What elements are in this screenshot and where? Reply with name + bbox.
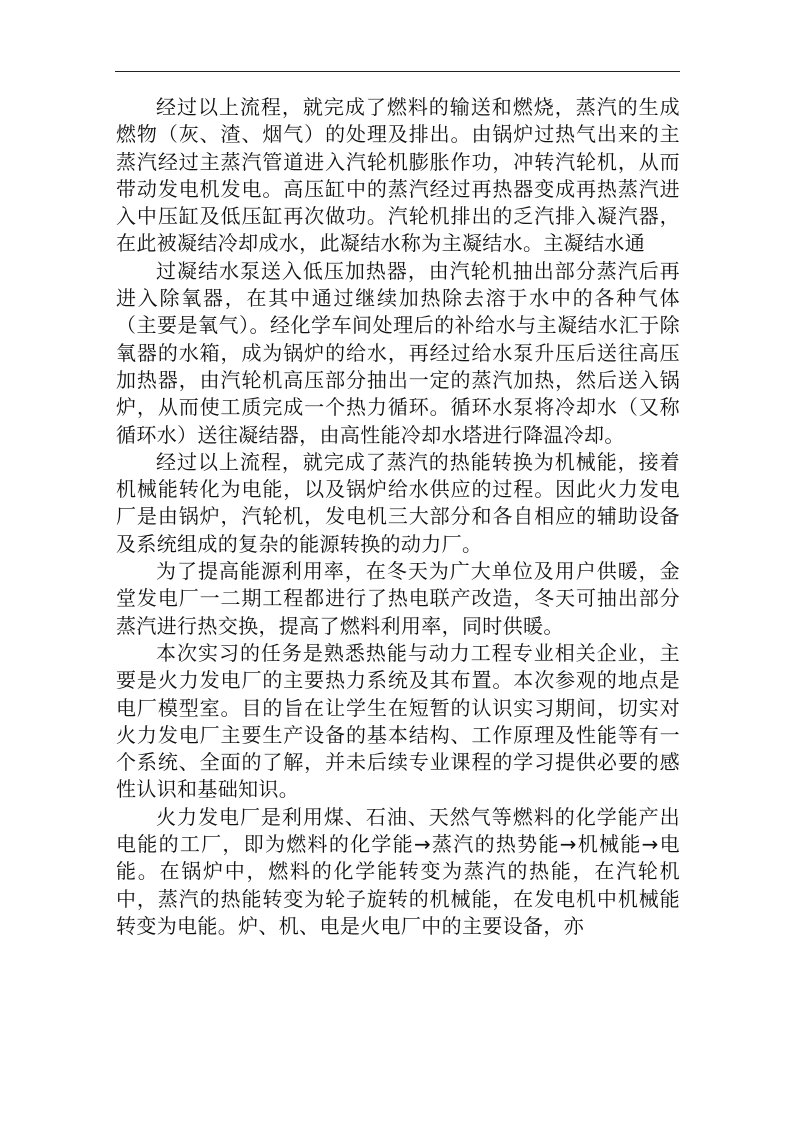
paragraph-5: 本次实习的任务是熟悉热能与动力工程专业相关企业，主要是火力发电厂的主要热力系统及其布置。本次参观的地点是电厂模型室。目的旨在让学生在短暂的认识实习期间，切实对火力发电厂主要生产设备的基本结构、工作原理及性能等有一个系统、全面的了解，并未后续专业课程的学习提供必要的感性认识和基础知识。 [116, 640, 680, 802]
paragraph-4: 为了提高能源利用率，在冬天为广大单位及用户供暖，金堂发电厂一二期工程都进行了热电联产改造，冬天可抽出部分蒸汽进行热交换，提高了燃料利用率，同时供暖。 [116, 559, 680, 638]
document-body [116, 94, 680, 940]
paragraph-6: 火力发电厂是利用煤、石油、天然气等燃料的化学能产出电能的工厂，即为燃料的化学能→蒸汽的热势能→机械能→电能。在锅炉中，燃料的化学能转变为蒸汽的热能，在汽轮机中，蒸汽的热能转变为轮子旋转的机械能，在发电机中机械能转变为电能。炉、机、电是火电厂中的主要设备，亦 [116, 804, 680, 938]
paragraph-3: 经过以上流程，就完成了蒸汽的热能转换为机械能，接着机械能转化为电能，以及锅炉给水供应的过程。因此火力发电厂是由锅炉，汽轮机，发电机三大部分和各自相应的辅助设备及系统组成的复杂的能源转换的动力厂。 [116, 449, 680, 556]
paragraph-1: 经过以上流程，就完成了燃料的输送和燃烧，蒸汽的生成燃物（灰、渣、烟气）的处理及排出。由锅炉过热气出来的主蒸汽经过主蒸汽管道进入汽轮机膨胀作功，冲转汽轮机，从而带动发电机发电。高压缸中的蒸汽经过再热器变成再热蒸汽进入中压缸及低压缸再次做功。汽轮机排出的乏汽排入凝汽器，在此被凝结冷却成水，此凝结水称为主凝结水。主凝结水通 [116, 95, 680, 256]
paragraph-2: 过凝结水泵送入低压加热器，由汽轮机抽出部分蒸汽后再进入除氧器，在其中通过继续加热除去溶于水中的各种气体（主要是氧气）。经化学车间处理后的补给水与主凝结水汇于除氧器的水箱，成为锅炉的给水，再经过给水泵升压后送往高压加热器，由汽轮机高压部分抽出一定的蒸汽加热，然后送入锅炉，从而使工质完成一个热力循环。循环水泵将冷却水（又称循环水）送往凝结器，由高性能冷却水塔进行降温冷却。 [116, 258, 680, 447]
header-rule [115, 71, 680, 72]
